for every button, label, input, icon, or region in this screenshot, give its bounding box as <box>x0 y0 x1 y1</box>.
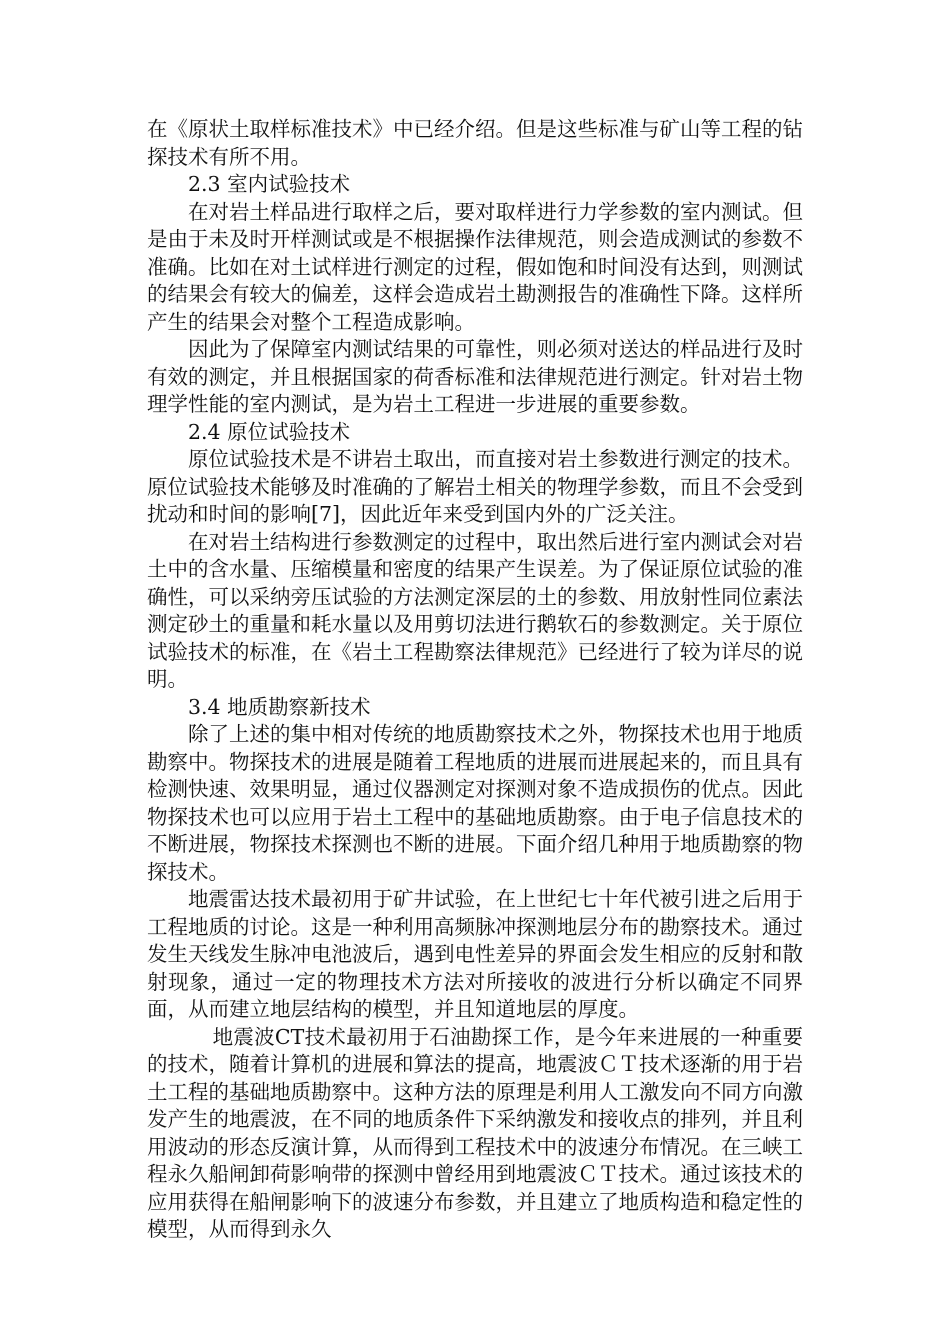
paragraph: 地震波CT技术最初用于石油勘探工作，是今年来进展的一种重要的技术，随着计算机的进展和算法的提高，地震波ＣＴ技术逐渐的用于岩土工程的基础地质勘察中。这种方法的原理是利用人工激发向不同方向激发产生的地震波，在不同的地质条件下采纳激发和接收点的排列，并且利用波动的形态反演计算，从而得到工程技术中的波速分布情况。在三峡工程永久船闸卸荷影响带的探测中曾经用到地震波ＣＴ技术。通过该技术的应用获得在船闸影响下的波速分布参数，并且建立了地质构造和稳定性的模型，从而得到永久 <box>147 1024 803 1241</box>
paragraph: 在对岩土结构进行参数测定的过程中，取出然后进行室内测试会对岩土中的含水量、压缩模量和密度的结果产生误差。为了保证原位试验的准确性，可以采纳旁压试验的方法测定深层的土的参数、用放射性同位素法测定砂土的重量和耗水量以及用剪切法进行鹅软石的参数测定。关于原位试验技术的标准，在《岩土工程勘察法律规范》已经进行了较为详尽的说明。 <box>147 529 803 691</box>
document-page <box>147 116 803 1244</box>
paragraph-continued: 在《原状土取样标准技术》中已经介绍。但是这些标准与矿山等工程的钻探技术有所不用。 <box>147 117 803 169</box>
paragraph: 原位试验技术是不讲岩土取出，而直接对岩土参数进行测定的技术。原位试验技术能够及时准确的了解岩土相关的物理学参数，而且不会受到扰动和时间的影响[7]，因此近年来受到国内外的广泛关注。 <box>147 447 803 526</box>
paragraph: 除了上述的集中相对传统的地质勘察技术之外，物探技术也用于地质勘察中。物探技术的进展是随着工程地质的进展而进展起来的，而且具有检测快速、效果明显，通过仪器测定对探测对象不造成损伤的优点。因此物探技术也可以应用于岩土工程中的基础地质勘察。由于电子信息技术的不断进展，物探技术探测也不断的进展。下面介绍几种用于地质勘察的物探技术。 <box>147 722 803 884</box>
paragraph: 在对岩土样品进行取样之后，要对取样进行力学参数的室内测试。但是由于未及时开样测试或是不根据操作法律规范，则会造成测试的参数不准确。比如在对土试样进行测定的过程，假如饱和时间没有达到，则测试的结果会有较大的偏差，这样会造成岩土勘测报告的准确性下降。这样所产生的结果会对整个工程造成影响。 <box>147 199 803 334</box>
section-heading-3-4: 3.4 地质勘察新技术 <box>188 694 371 719</box>
section-heading-2-3: 2.3 室内试验技术 <box>188 172 351 196</box>
section-heading-2-4: 2.4 原位试验技术 <box>188 419 351 444</box>
paragraph: 地震雷达技术最初用于矿井试验，在上世纪七十年代被引进之后用于工程地质的讨论。这是一种利用高频脉冲探测地层分布的勘察技术。通过发生天线发生脉冲电池波后，遇到电性差异的界面会发生相应的反射和散射现象，通过一定的物理技术方法对所接收的波进行分析以确定不同界面，从而建立地层结构的模型，并且知道地层的厚度。 <box>147 887 803 1021</box>
paragraph: 因此为了保障室内测试结果的可靠性，则必须对送达的样品进行及时有效的测定，并且根据国家的荷香标准和法律规范进行测定。针对岩土物理学性能的室内测试，是为岩土工程进一步进展的重要参数。 <box>147 337 803 416</box>
